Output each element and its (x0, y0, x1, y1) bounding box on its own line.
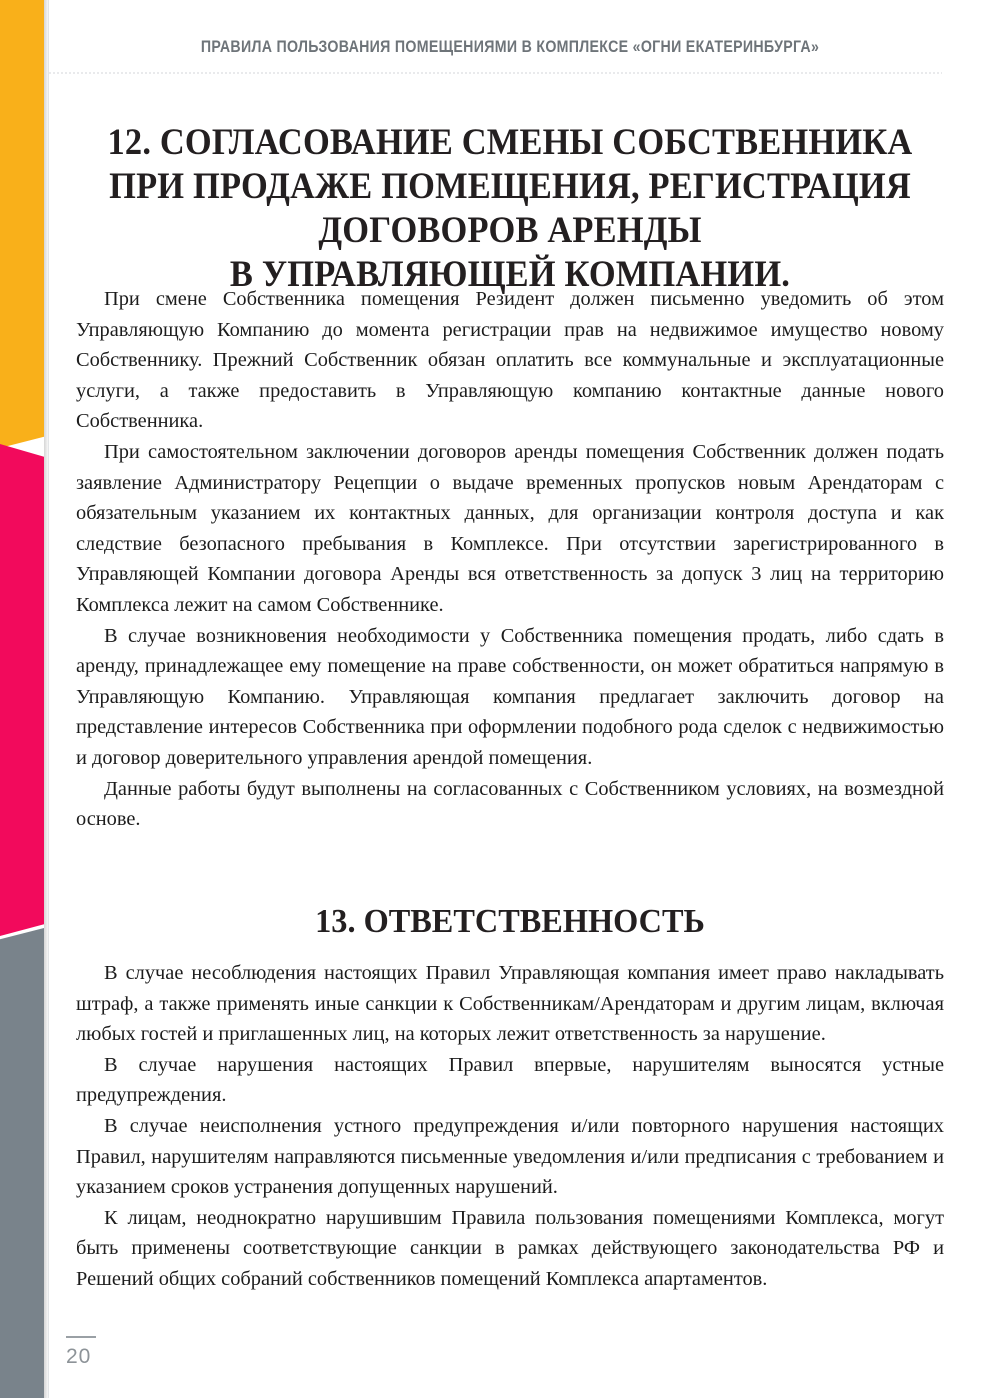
paragraph: К лицам, неоднократно нарушившим Правила пользования помещениями Комплекса, могут быть применены соответствующие санкции в рамках действующего законодательства РФ и Решений общих собраний собственников помещений Комплекса апартаментов. (76, 1206, 944, 1290)
decorative-color-strip (0, 0, 48, 1398)
section-12-body (76, 284, 944, 835)
page-title (76, 121, 944, 297)
color-block-gray (0, 928, 44, 1398)
color-block-orange (0, 0, 44, 448)
page-title-line-3: ДОГОВОРОВ АРЕНДЫ (318, 209, 702, 251)
paragraph: В случае нарушения настоящих Правил впервые, нарушителям выносятся устные предупреждения. (76, 1053, 944, 1107)
paragraph: Данные работы будут выполнены на согласованных с Собственником условиях, на возмездной основе. (76, 777, 944, 831)
margin-rule (48, 0, 49, 1398)
page-title-line-1: 12. СОГЛАСОВАНИЕ СМЕНЫ СОБСТВЕННИКА (107, 121, 913, 163)
page-number: 20 (66, 1345, 92, 1368)
paragraph: В случае несоблюдения настоящих Правил Управляющая компания имеет право накладывать штраф, а также применять иные санкции к Собственникам/Арендаторам и другим лицам, включая любых гостей и приглашенных лиц, на которых лежит ответственность за нарушение. (76, 962, 944, 1046)
section-13-heading: 13. ОТВЕТСТВЕННОСТЬ (315, 903, 705, 940)
page-title-line-4: В УПРАВЛЯЮЩЕЙ КОМПАНИИ. (229, 253, 791, 295)
header-dotted-rule (48, 72, 942, 74)
color-block-pink (0, 444, 44, 936)
paragraph: В случае возникновения необходимости у Собственника помещения продать, либо сдать в аренду, принадлежащее ему помещение на праве собственности, он может обратиться напрямую в Управляющую Компанию. Управляющая компания предлагает заключить договор на представление интересов Собственника при оформлении подобного рода сделок с недвижимостью и договор доверительного управления арендой помещения. (76, 624, 944, 769)
paragraph: При самостоятельном заключении договоров аренды помещения Собственник должен подать заявление Администратору Рецепции о выдаче временных пропусков новым Арендаторам с обязательным указанием их контактных данных, для организации контроля доступа и как следствие безопасного пребывания в Комплексе. При отсутствии зарегистрированного в Управляющей Компании договора Аренды вся ответственность за допуск 3 лиц на территорию Комплекса лежит на самом Собственнике. (76, 440, 944, 616)
paragraph: При смене Собственника помещения Резидент должен письменно уведомить об этом Управляющую Компанию до момента регистрации прав на недвижимое имущество новому Собственнику. Прежний Собственник обязан оплатить все коммунальные и эксплуатационные услуги, а также предоставить в Управляющую компанию контактные данные нового Собственника. (76, 288, 944, 433)
running-header: ПРАВИЛА ПОЛЬЗОВАНИЯ ПОМЕЩЕНИЯМИ В КОМПЛЕКСЕ «ОГНИ ЕКАТЕРИНБУРГА» (200, 38, 820, 56)
folio-rule (66, 1336, 96, 1338)
paragraph: В случае неисполнения устного предупреждения и/или повторного нарушения настоящих Правил, нарушителям направляются письменные уведомления и/или предписания с требованием и указанием сроков устранения допущенных нарушений. (76, 1114, 944, 1199)
page-folio (66, 1336, 206, 1369)
page-title-line-2: ПРИ ПРОДАЖЕ ПОМЕЩЕНИЯ, РЕГИСТРАЦИЯ (109, 165, 911, 207)
section-13-body (76, 876, 944, 1295)
